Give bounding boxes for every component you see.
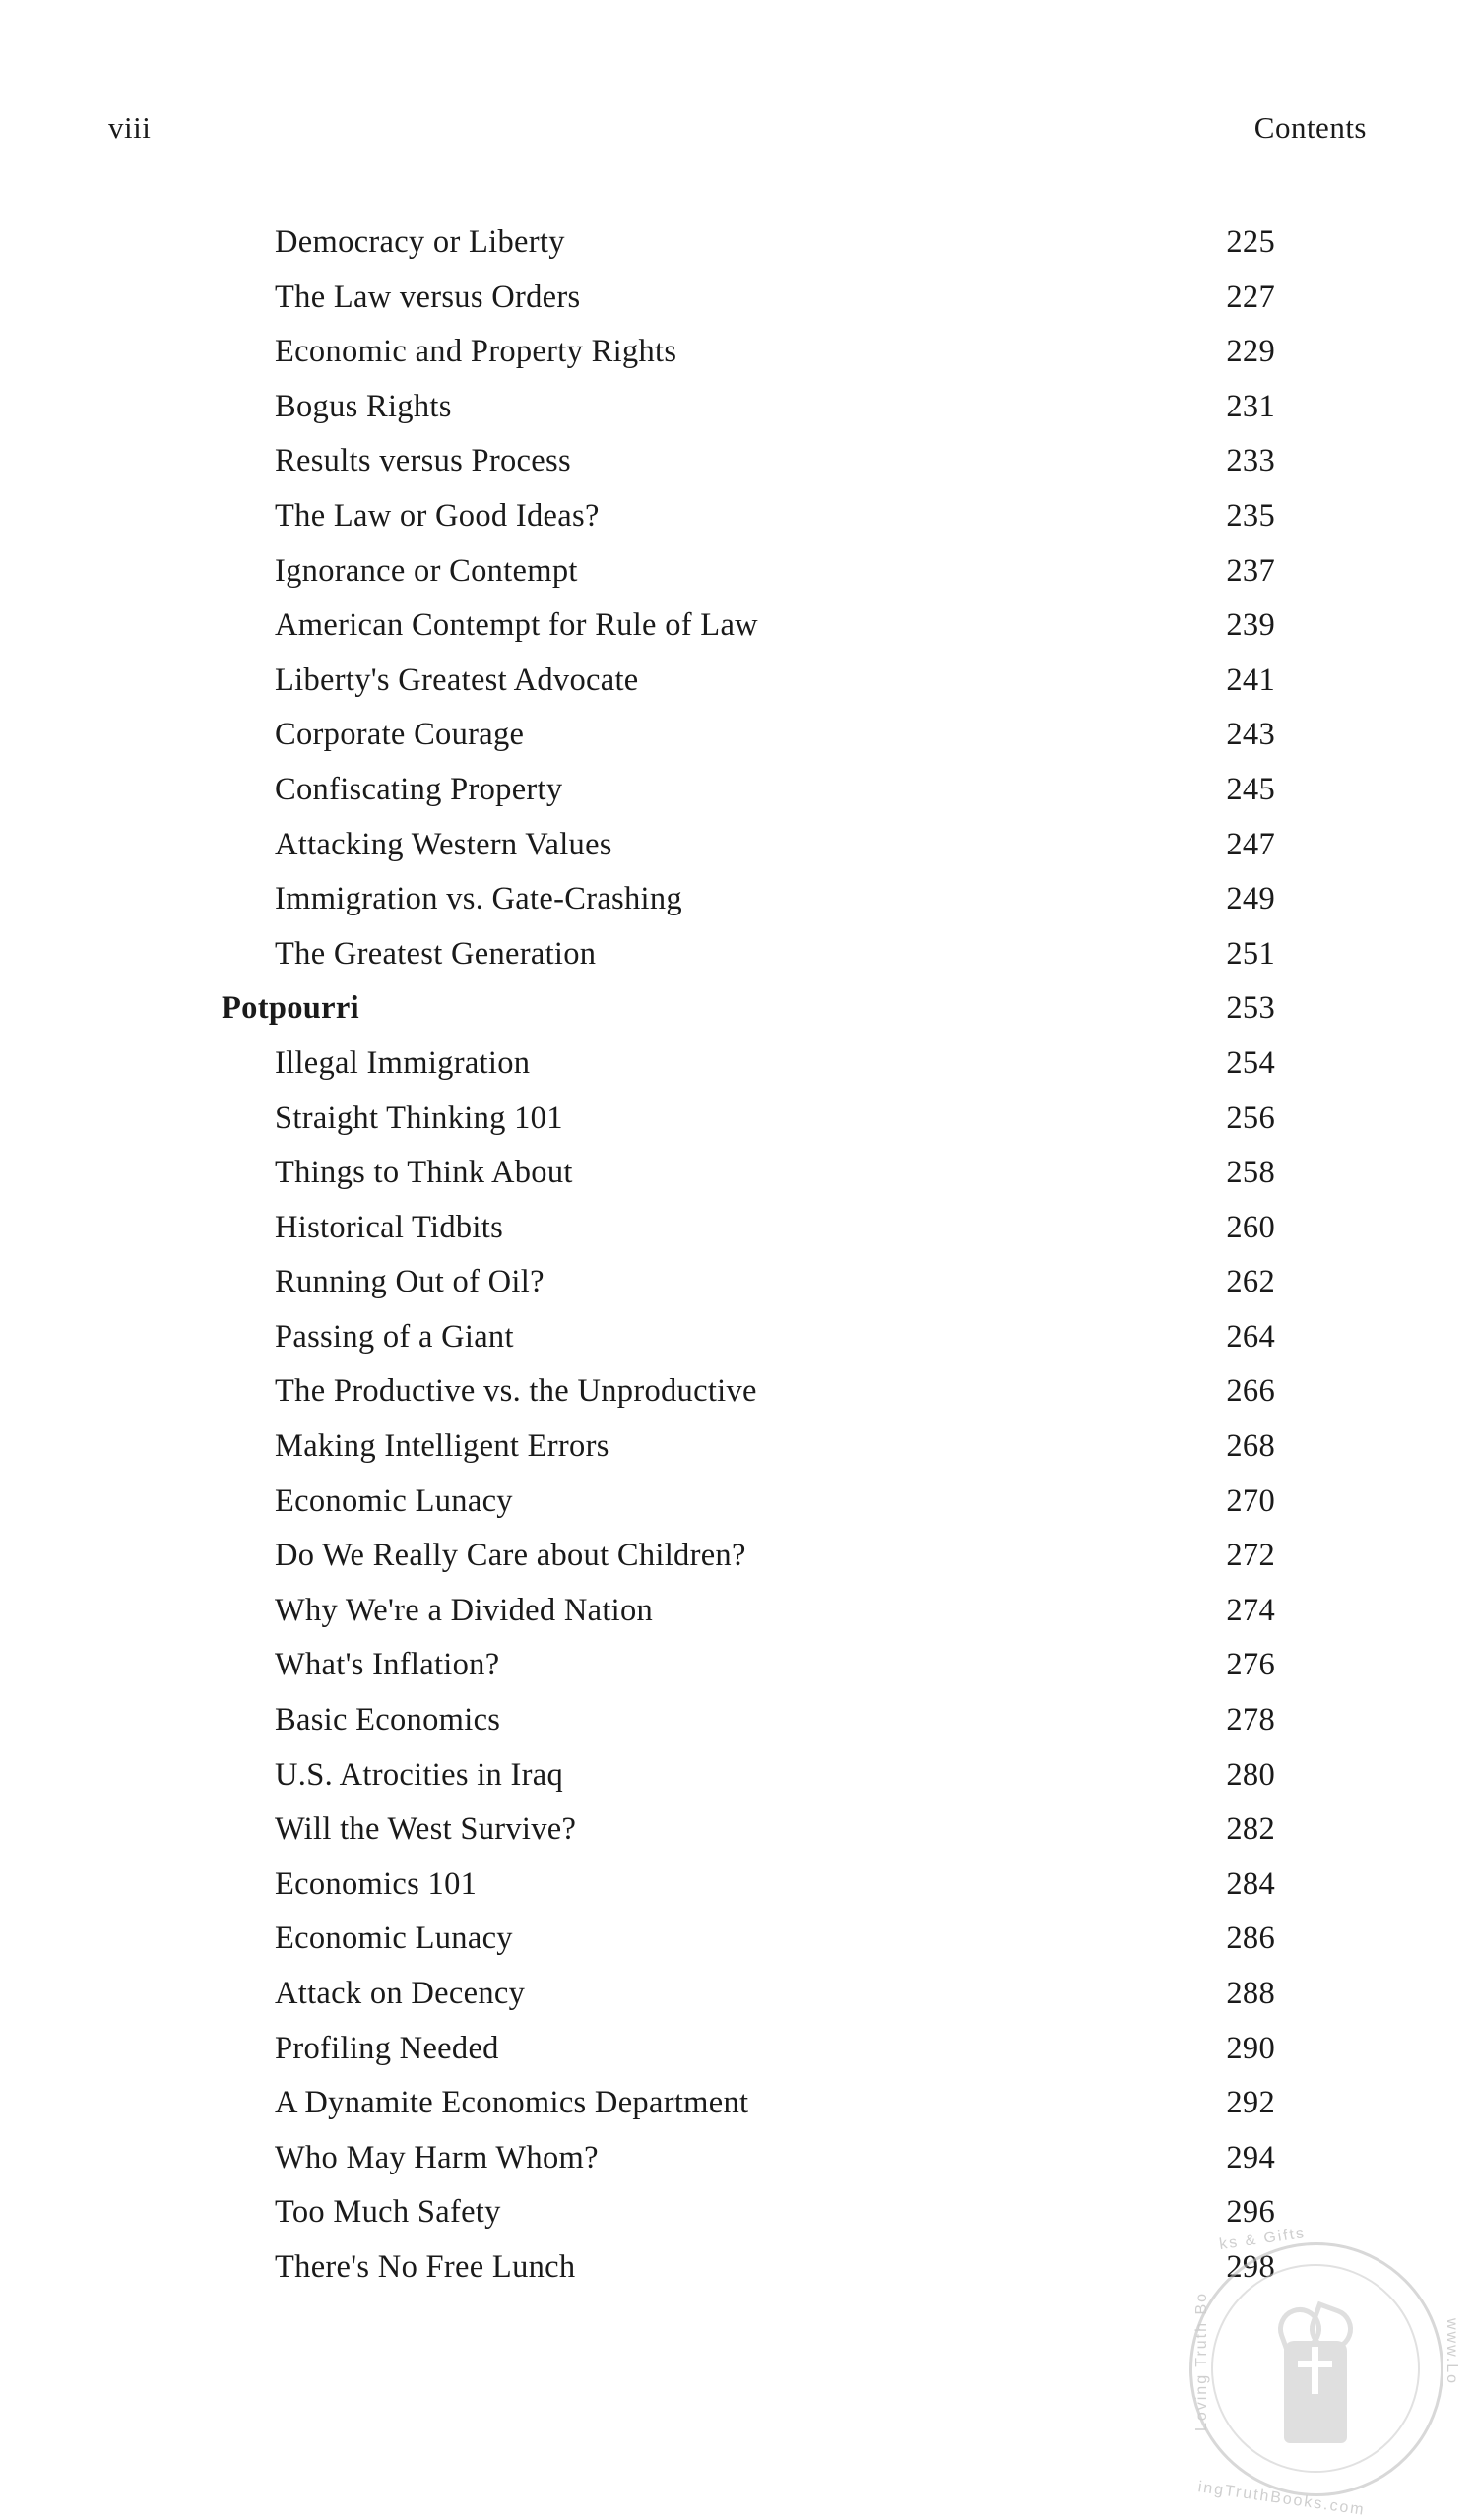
toc-entry[interactable] [222,334,1275,389]
toc-entry-label: What's Inflation? [275,1647,500,1683]
running-head [108,110,1367,150]
toc-entry[interactable] [222,553,1275,608]
toc-entry[interactable] [222,1647,1275,1702]
toc-entry[interactable] [222,827,1275,882]
toc-entry-page: 298 [1226,2248,1275,2285]
toc-entry-page: 253 [1226,990,1275,1027]
toc-entry[interactable] [222,443,1275,498]
toc-entry-label: Basic Economics [275,1702,501,1738]
toc-entry-label: Why We're a Divided Nation [275,1592,654,1628]
toc-entry[interactable] [222,1155,1275,1210]
toc-entry[interactable] [222,772,1275,827]
toc-entry-label: Will the West Survive? [275,1811,577,1848]
toc-entry-page: 235 [1226,497,1275,534]
toc-entry-label: Attack on Decency [275,1976,526,2011]
toc-entry-page: 258 [1226,1155,1275,1191]
toc-entry-label: Corporate Courage [275,717,525,753]
ribbon-bow-icon [1278,2298,1353,2349]
toc-entry-page: 292 [1226,2085,1275,2121]
toc-entry[interactable] [222,498,1275,553]
toc-entry-label: Economics 101 [275,1865,478,1902]
toc-entry-label: Immigration vs. Gate-Crashing [275,881,682,917]
toc-entry[interactable] [222,2085,1275,2140]
toc-entry-page: 256 [1226,1100,1275,1136]
toc-entry-label: The Law versus Orders [275,279,581,315]
toc-entry-page: 276 [1226,1647,1275,1683]
toc-entry-label: The Law or Good Ideas? [275,497,600,534]
toc-entry[interactable] [222,881,1275,936]
toc-entry-label: Economic Lunacy [275,1482,513,1519]
toc-entry-label: Things to Think About [275,1155,573,1191]
cross-vertical-icon [1312,2347,1318,2394]
toc-entry[interactable] [222,1757,1275,1812]
toc-entry-page: 239 [1226,607,1275,644]
toc-entry[interactable] [222,1921,1275,1976]
toc-entry-page: 260 [1226,1209,1275,1245]
toc-entry[interactable] [222,1319,1275,1374]
toc-entry-label: Making Intelligent Errors [275,1428,609,1465]
toc-entry-label: Attacking Western Values [275,826,612,862]
toc-entry-page: 288 [1226,1976,1275,2011]
toc-entry-label: Bogus Rights [275,388,452,424]
toc-entry[interactable] [222,607,1275,662]
toc-entry-label: Historical Tidbits [275,1209,504,1245]
toc-entry[interactable] [222,1428,1275,1483]
toc-entry-label: Ignorance or Contempt [275,552,578,589]
toc-entry[interactable] [222,280,1275,335]
toc-entry[interactable] [222,1811,1275,1866]
toc-entry[interactable] [222,1373,1275,1428]
toc-entry[interactable] [222,2031,1275,2086]
toc-entry-page: 290 [1226,2030,1275,2066]
toc-entry-label: There's No Free Lunch [275,2248,576,2285]
toc-entry[interactable] [222,1866,1275,1922]
toc-entry[interactable] [222,1101,1275,1156]
toc-entry-label: Who May Harm Whom? [275,2139,599,2175]
toc-entry-page: 294 [1226,2139,1275,2175]
toc-entry-page: 249 [1226,881,1275,917]
toc-entry-page: 227 [1226,279,1275,315]
toc-entry-page: 262 [1226,1264,1275,1300]
toc-entry[interactable] [222,1045,1275,1101]
toc-entry-label: The Productive vs. the Unproductive [275,1373,757,1410]
toc-entry[interactable] [222,2140,1275,2195]
toc-entry-page: 282 [1226,1811,1275,1848]
toc-entry-label: Passing of a Giant [275,1318,514,1354]
toc-entry[interactable] [222,1210,1275,1265]
toc-entry[interactable] [222,2249,1275,2304]
toc-entry-label: Illegal Immigration [275,1044,531,1081]
toc-entry[interactable] [222,389,1275,444]
toc-entry-label: Do We Really Care about Children? [275,1538,746,1574]
toc-entry-label: Profiling Needed [275,2030,499,2066]
toc-entry[interactable] [222,1976,1275,2031]
toc-entry-label: Running Out of Oil? [275,1264,545,1300]
toc-entry[interactable] [222,1702,1275,1757]
toc-entry-label: Too Much Safety [275,2194,501,2231]
toc-entry-page: 286 [1226,1921,1275,1957]
toc-entry-label: Results versus Process [275,443,571,479]
toc-entry[interactable] [222,2194,1275,2249]
toc-entry-page: 245 [1226,771,1275,807]
toc-entry-label: Potpourri [222,990,359,1027]
toc-entry[interactable] [222,717,1275,772]
toc-entry-page: 225 [1226,224,1275,260]
toc-entry[interactable] [222,936,1275,991]
toc-entry-page: 268 [1226,1428,1275,1465]
toc-entry-label: Straight Thinking 101 [275,1100,563,1136]
toc-entry-label: American Contempt for Rule of Law [275,607,758,644]
toc-entry-page: 229 [1226,334,1275,370]
page-folio: viii [108,110,152,145]
toc-entry-page: 247 [1226,826,1275,862]
toc-entry[interactable] [222,1483,1275,1539]
watermark-text-top: ks & Gifts [1218,2224,1308,2254]
toc-entry-page: 231 [1226,388,1275,424]
toc-entry-page: 272 [1226,1538,1275,1574]
toc-entry-page: 241 [1226,662,1275,698]
toc-entry-page: 243 [1226,717,1275,753]
watermark-gift-icon [1266,2298,1365,2443]
toc-entry[interactable] [222,224,1275,280]
toc-entry-page: 274 [1226,1592,1275,1628]
toc-entry-page: 296 [1226,2194,1275,2231]
cross-horizontal-icon [1298,2361,1332,2367]
watermark-text-bottom: ingTruthBooks.com [1196,2479,1367,2519]
toc-entry-label: Liberty's Greatest Advocate [275,662,639,698]
toc-entry[interactable] [222,662,1275,718]
gift-box-icon [1284,2341,1347,2443]
toc-entry-page: 233 [1226,443,1275,479]
toc-entry-label: Confiscating Property [275,771,563,807]
toc-entry-page: 270 [1226,1482,1275,1519]
toc-entry-page: 264 [1226,1318,1275,1354]
running-head-title: Contents [1253,110,1367,145]
watermark-text-right: www.Lo [1443,2317,1460,2386]
toc-entry[interactable] [222,1593,1275,1648]
toc-entry-label: Economic Lunacy [275,1921,513,1957]
toc-entry-page: 251 [1226,935,1275,972]
toc-entry-page: 284 [1226,1865,1275,1902]
toc-entry-page: 278 [1226,1702,1275,1738]
toc-entry-label: Economic and Property Rights [275,334,677,370]
toc-entry-page: 254 [1226,1044,1275,1081]
toc-entry-page: 280 [1226,1756,1275,1793]
watermark-text-left: Loving Truth Bo [1193,2291,1211,2432]
toc-entry[interactable] [222,1264,1275,1319]
toc-entry-label: U.S. Atrocities in Iraq [275,1756,564,1793]
table-of-contents [222,224,1275,2304]
toc-entry[interactable] [222,1538,1275,1593]
toc-entry[interactable] [222,990,1275,1045]
toc-entry-label: A Dynamite Economics Department [275,2085,749,2121]
toc-entry-label: Democracy or Liberty [275,224,565,260]
toc-entry-page: 266 [1226,1373,1275,1410]
toc-entry-page: 237 [1226,552,1275,589]
toc-entry-label: The Greatest Generation [275,935,597,972]
